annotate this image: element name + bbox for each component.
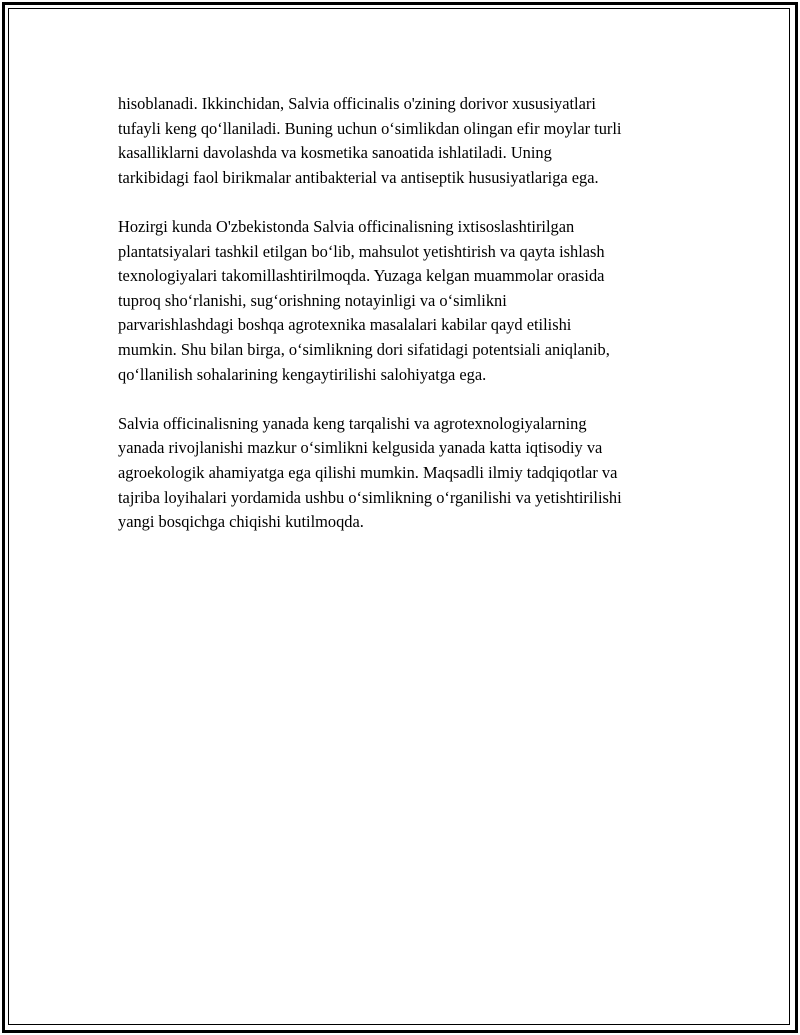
text-line: agroekologik ahamiyatga ega qilishi mumkin. Maqsadli ilmiy tadqiqotlar va xyxy=(118,462,618,482)
text-line: tufayli keng qo‘llaniladi. Buning uchun o‘simlikdan olingan efir moylar turli xyxy=(118,118,622,138)
text-line: hisoblanadi. Ikkinchidan, Salvia officinalis o'zining dorivor xususiyatlari xyxy=(118,94,596,113)
paragraph-3 xyxy=(118,412,703,535)
text-line: parvarishlashdagi boshqa agrotexnika masalalari kabilar qayd etilishi xyxy=(118,315,572,335)
text-line: mumkin. Shu bilan birga, o‘simlikning dori sifatidagi potentsiali aniqlanib, xyxy=(118,339,610,359)
text-line: tuproq sho‘rlanishi, sug‘orishning notayinligi va o‘simlikni xyxy=(118,290,507,310)
document-body xyxy=(118,92,703,559)
text-line: plantatsiyalari tashkil etilgan bo‘lib, mahsulot yetishtirish va qayta ishlash xyxy=(118,241,605,261)
text-line: texnologiyalari takomillashtirilmoqda. Yuzaga kelgan muammolar orasida xyxy=(118,266,605,286)
paragraph-1 xyxy=(118,92,703,190)
text-line: tajriba loyihalari yordamida ushbu o‘simlikning o‘rganilishi va yetishtirilishi xyxy=(118,487,622,507)
text-line: Salvia officinalisning yanada keng tarqalishi va agrotexnologiyalarning xyxy=(118,413,587,433)
text-line: kasalliklarni davolashda va kosmetika sanoatida ishlatiladi. Uning xyxy=(118,143,552,163)
paragraph-2 xyxy=(118,215,703,387)
text-line: tarkibidagi faol birikmalar antibakterial va antiseptik hususiyatlariga ega. xyxy=(118,167,599,187)
text-line: yanada rivojlanishi mazkur o‘simlikni kelgusida yanada katta iqtisodiy va xyxy=(118,438,603,458)
text-line: yangi bosqichga chiqishi kutilmoqda. xyxy=(118,512,364,532)
text-line: qo‘llanilish sohalarining kengaytirilishi salohiyatga ega. xyxy=(118,364,487,384)
text-line: Hozirgi kunda O'zbekistonda Salvia officinalisning ixtisoslashtirilgan xyxy=(118,216,575,236)
